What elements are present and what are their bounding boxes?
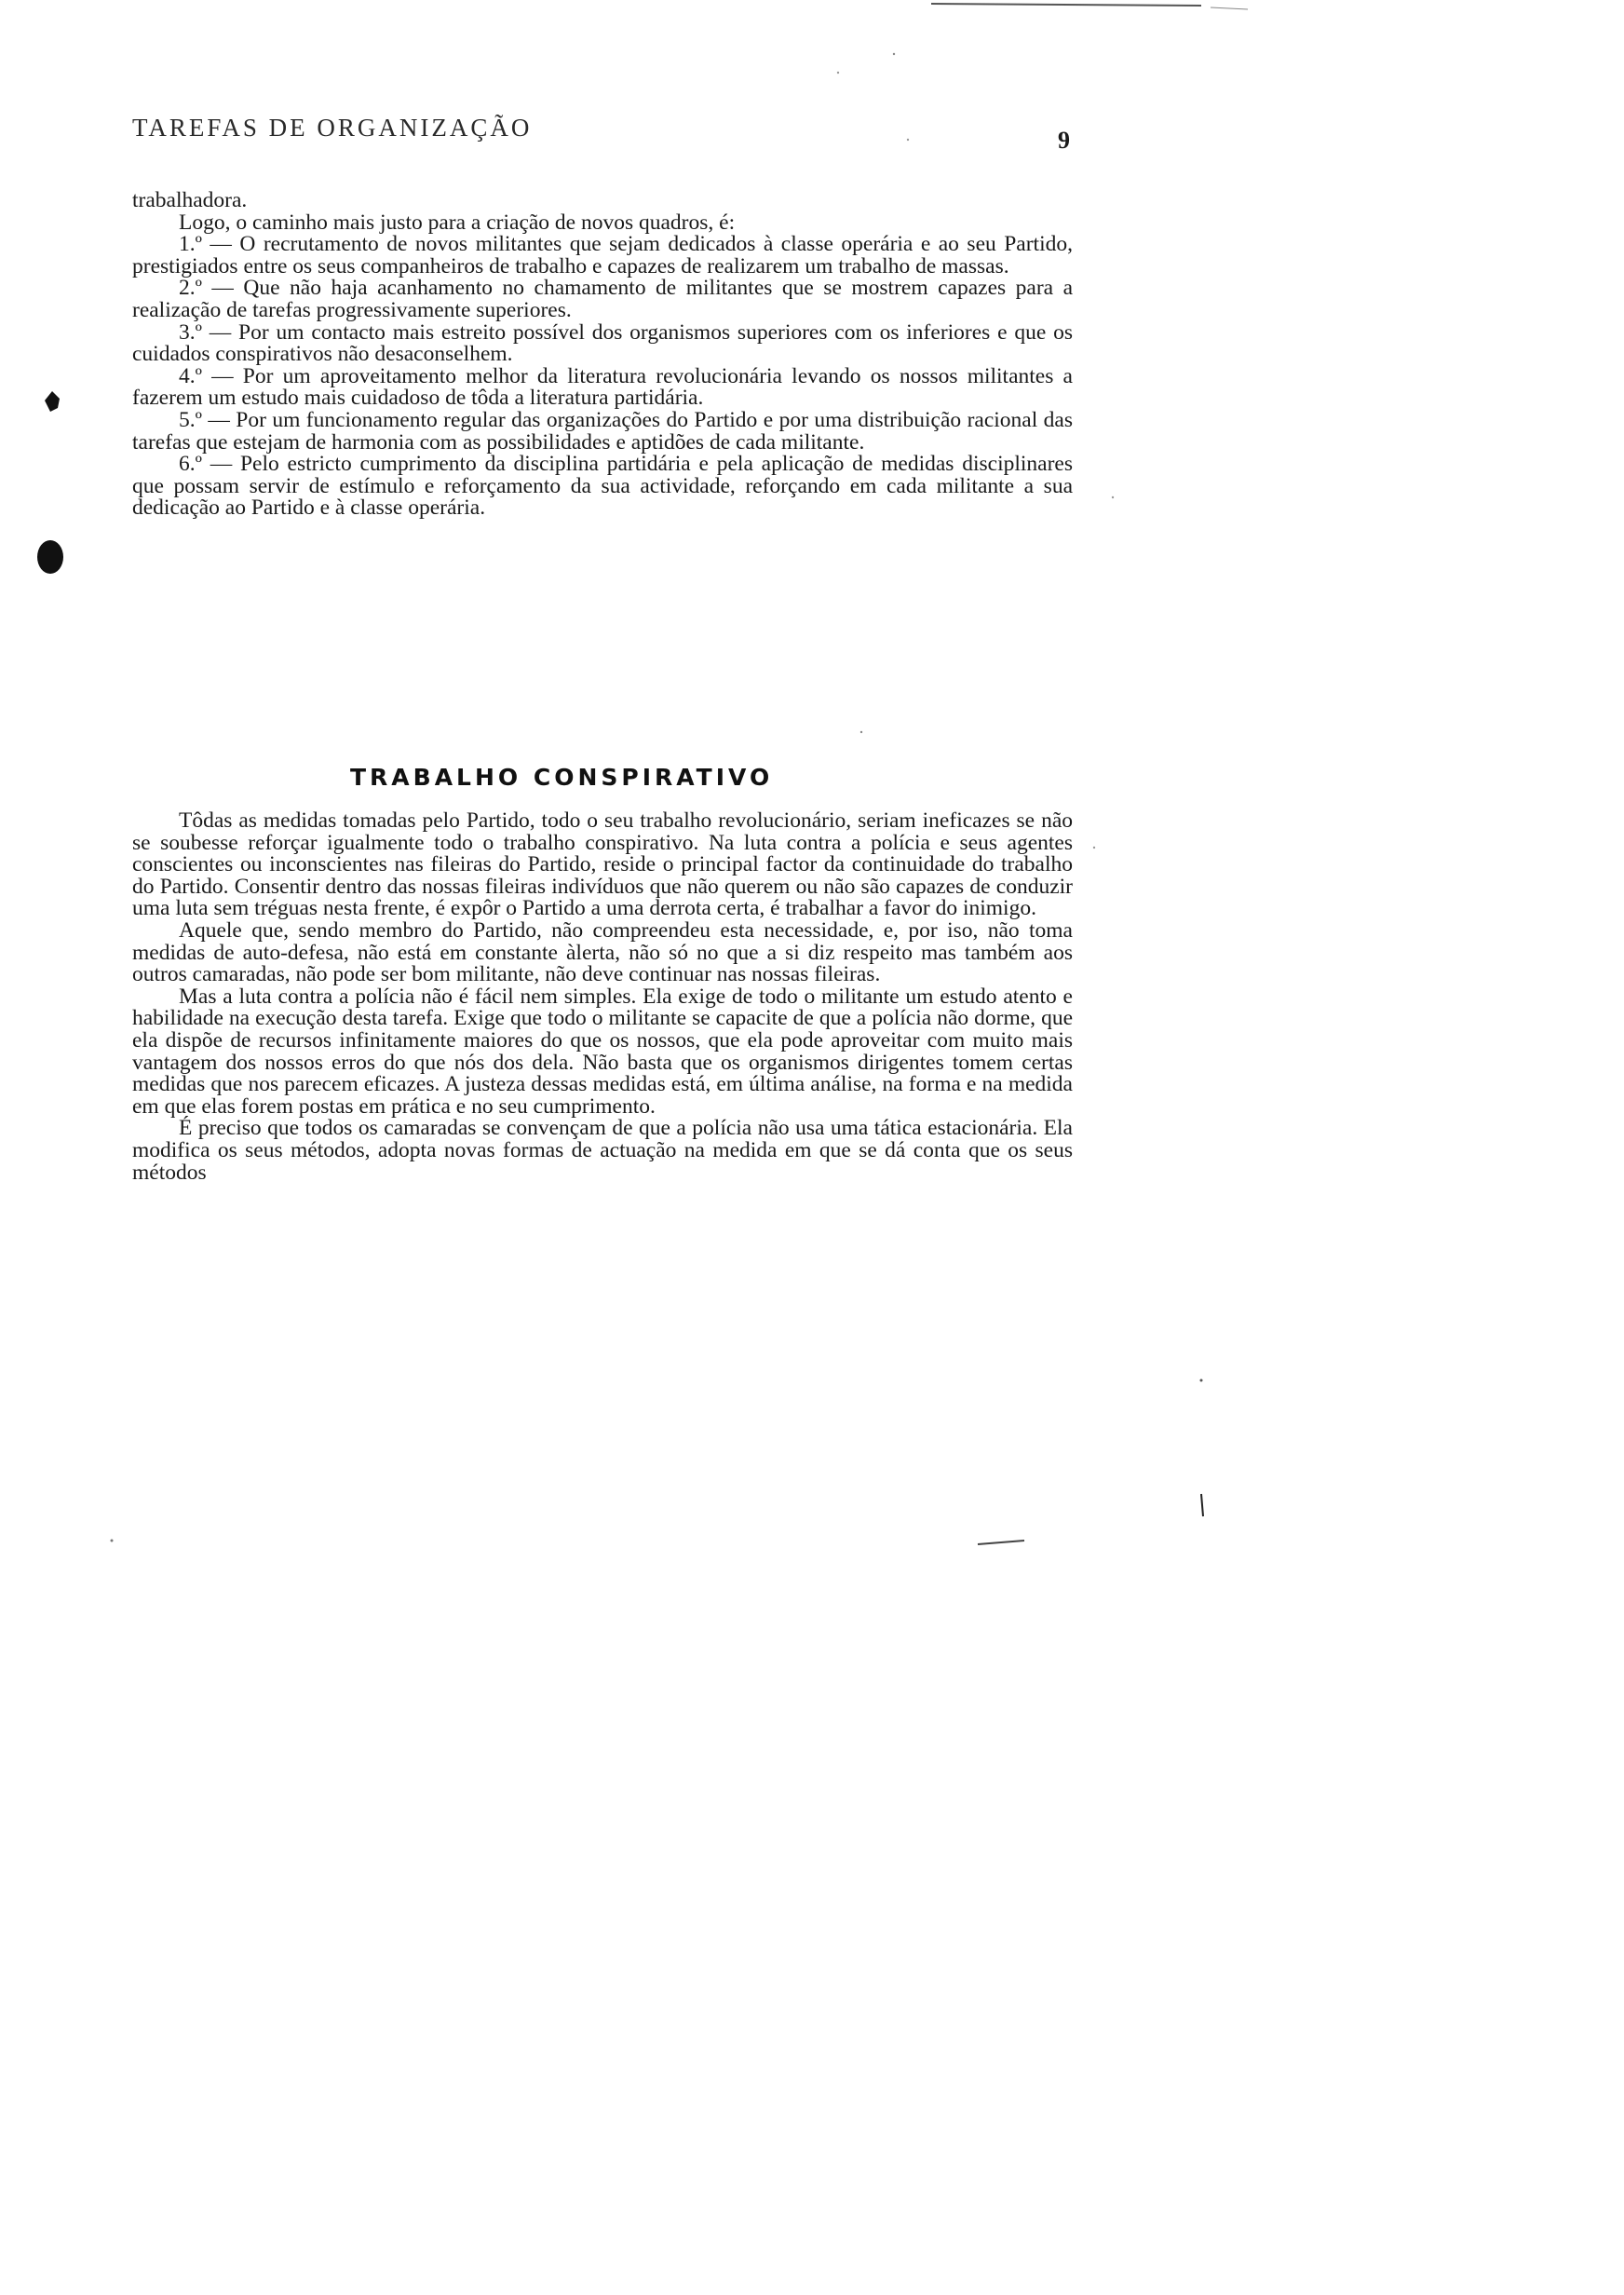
- list-item: 6.º — Pelo estricto cumprimento da disciplina partidária e pela aplicação de medidas disciplinares que possam servir de estímulo e reforçamento da sua actividade, reforçando em cada militante a sua dedicação ao Partido e à classe operária.: [132, 452, 1073, 521]
- paragraph: trabalhadora.: [132, 188, 248, 212]
- list-item: 1.º — O recrutamento de novos militantes que sejam dedicados à classe operária e ao seu Partido, prestigiados entre os seus companheiros de trabalho e capazes de realizarem um trabalho de massas.: [132, 232, 1073, 278]
- speck: [111, 1540, 114, 1542]
- speck: [860, 731, 862, 733]
- speck: [1112, 496, 1114, 498]
- speck: [1200, 1379, 1203, 1382]
- paragraph: Aquele que, sendo membro do Partido, não compreendeu esta necessidade, e, por iso, não toma medidas de auto-defesa, não está em constante àlerta, não só no que a si diz respeito mas também aos outros camaradas, não pode ser bom militante, não deve continuar nas nossas fileiras.: [132, 917, 1073, 987]
- speck: [907, 139, 909, 141]
- ink-blot: [37, 540, 63, 574]
- list-item: 3.º — Por um contacto mais estreito possível dos organismos superiores com os inferiores e que os cuidados conspirativos não desaconselhem.: [132, 319, 1073, 367]
- paragraph: Mas a luta contra a polícia não é fácil nem simples. Ela exige de todo o militante um estudo atento e habilidade na execução desta tarefa. Exige que todo o militante se capacite de que a polícia não dorme, que ela dispõe de recursos infinitamente maiores do que os nossos, que ela pode aproveitar com muito mais vantagem dos nossos erros do que nós dos dela. Não basta que os organismos dirigentes tomem certas medidas que nos parecem eficazes. A justeza dessas medidas está, em última análise, na forma e na medida em que elas forem postas em prática e no seu cumprimento.: [132, 984, 1073, 1119]
- list-item: 2.º — Que não haja acanhamento no chamamento de militantes que se mostrem capazes para a realização de tarefas progressivamente superiores.: [132, 276, 1073, 322]
- speck: [1093, 847, 1095, 849]
- edge-mark: [1201, 1494, 1203, 1516]
- paragraph: É preciso que todos os camaradas se convençam de que a polícia não usa uma tática estacionária. Ela modifica os seus métodos, adopta novas formas de actuação na medida em que se dá conta que os seus métodos: [132, 1116, 1073, 1185]
- list-item: 4.º — Por um aproveitamento melhor da literatura revolucionária levando os nossos militantes a fazerem um estudo mais cuidadoso de tôda a literatura partidária.: [132, 363, 1073, 411]
- speck: [837, 72, 839, 74]
- section-text-block: [132, 810, 1073, 1184]
- paragraph: Logo, o caminho mais justo para a criação de novos quadros, é:: [179, 210, 736, 235]
- speck: [893, 53, 895, 55]
- edge-mark: [931, 4, 1201, 6]
- edge-mark: [1211, 7, 1248, 9]
- edge-mark: [978, 1541, 1024, 1544]
- running-title: TAREFAS DE ORGANIZAÇÃO: [132, 114, 533, 142]
- intro-text-block: [132, 190, 1073, 520]
- page-number: 9: [1058, 127, 1070, 154]
- ink-blot: [45, 391, 60, 412]
- paragraph: Tôdas as medidas tomadas pelo Partido, todo o seu trabalho revolucionário, seriam ineficazes se não se soubesse reforçar igualmente todo o trabalho conspirativo. Na luta contra a polícia e seus agentes conscientes ou inconscientes nas fileiras do Partido, reside o principal factor da continuidade do trabalho do Partido. Consentir dentro das nossas fileiras indivíduos que não querem ou não são capazes de conduzir uma luta sem tréguas nesta frente, é expôr o Partido a uma derrota certa, é trabalhar a favor do inimigo.: [132, 808, 1073, 921]
- section-title: TRABALHO CONSPIRATIVO: [350, 764, 774, 791]
- list-item: 5.º — Por um funcionamento regular das organizações do Partido e por uma distribuição racional das tarefas que estejam de harmonia com as possibilidades e aptidões de cada militante.: [132, 407, 1073, 455]
